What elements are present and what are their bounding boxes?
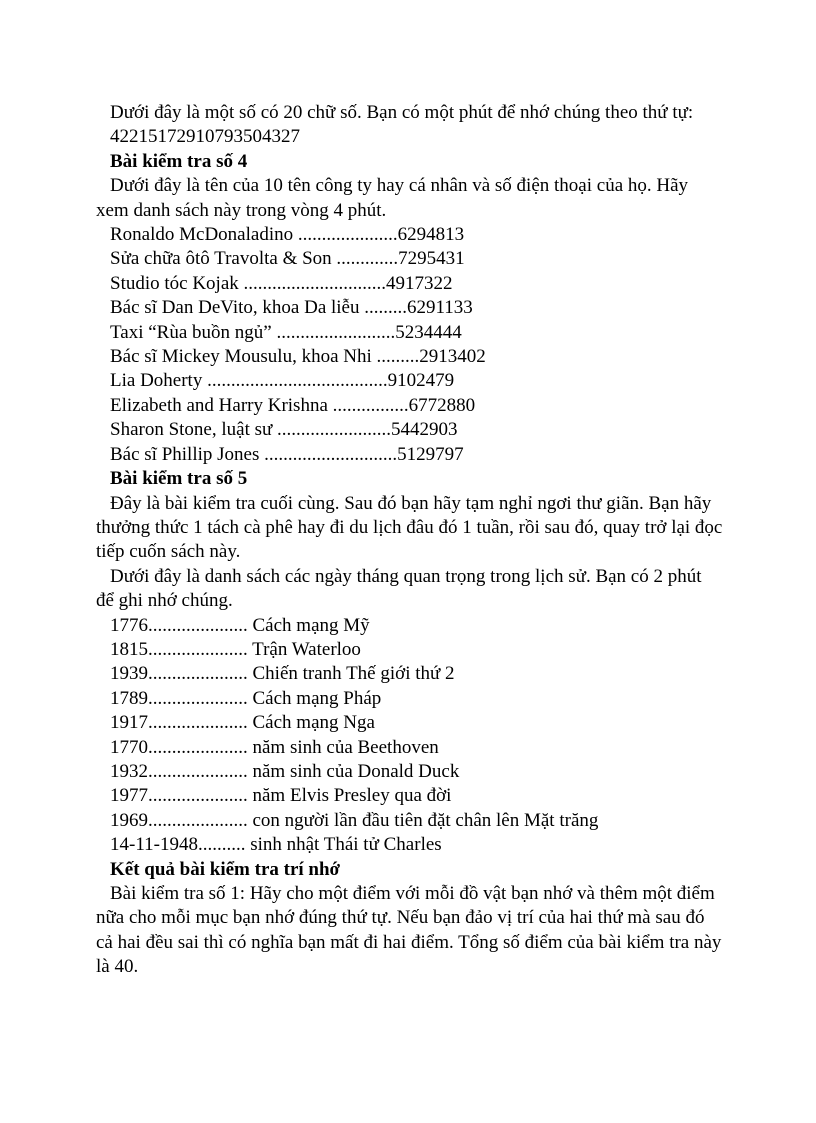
date-entry: 1939..................... Chiến tranh Thế giới thứ 2 xyxy=(110,663,455,685)
phone-entry: Elizabeth and Harry Krishna ................6772880 xyxy=(110,394,476,416)
date-entry: 14-11-1948.......... sinh nhật Thái tử Charles xyxy=(110,834,442,856)
date-entry: 1815..................... Trận Waterloo xyxy=(110,638,361,660)
results-heading: Kết quả bài kiểm tra trí nhớ xyxy=(110,858,341,880)
phone-entry: Bác sĩ Phillip Jones ............................5129797 xyxy=(110,443,464,465)
twenty-digit-number: 42215172910793504327 xyxy=(110,126,300,148)
phone-list xyxy=(96,223,724,467)
date-entry: 1776..................... Cách mạng Mỹ xyxy=(110,614,370,636)
document-page xyxy=(96,101,724,980)
intro-paragraph: Dưới đây là một số có 20 chữ số. Bạn có một phút để nhớ chúng theo thứ tự: xyxy=(110,102,694,123)
date-entry: 1770..................... năm sinh của Beethoven xyxy=(110,736,439,758)
test5-heading: Bài kiểm tra số 5 xyxy=(110,468,248,490)
phone-entry: Taxi “Rùa buồn ngủ” .........................5234444 xyxy=(110,321,462,343)
phone-entry: Bác sĩ Mickey Mousulu, khoa Nhi .........2913402 xyxy=(110,346,486,368)
test5-paragraph-1: Đây là bài kiểm tra cuối cùng. Sau đó bạn hãy tạm nghỉ ngơi thư giãn. Bạn hãy thưởng thức 1 tách cà phê hay đi du lịch đâu đó 1 tuần, rồi sau đó, quay trở lại đọc tiếp cuốn sách này. xyxy=(96,492,723,563)
test5-paragraph-2: Dưới đây là danh sách các ngày tháng quan trọng trong lịch sử. Bạn có 2 phút để ghi nhớ chúng. xyxy=(96,565,702,612)
date-entry: 1932..................... năm sinh của Donald Duck xyxy=(110,760,460,782)
phone-entry: Bác sĩ Dan DeVito, khoa Da liễu .........6291133 xyxy=(110,297,473,319)
date-entry: 1789..................... Cách mạng Pháp xyxy=(110,687,382,709)
phone-entry: Ronaldo McDonaladino .....................6294813 xyxy=(110,224,465,246)
date-entry: 1969..................... con người lần đầu tiên đặt chân lên Mặt trăng xyxy=(110,809,599,831)
history-dates-list xyxy=(96,614,724,858)
phone-entry: Studio tóc Kojak ..............................4917322 xyxy=(110,272,453,294)
date-entry: 1917..................... Cách mạng Nga xyxy=(110,712,375,734)
phone-entry: Lia Doherty ......................................9102479 xyxy=(110,370,455,392)
results-paragraph-1: Bài kiểm tra số 1: Hãy cho một điểm với mỗi đồ vật bạn nhớ và thêm một điểm nữa cho mỗi mục bạn nhớ đúng thứ tự. Nếu bạn đảo vị trí của hai thứ mà sau đó cả hai đều sai thì có nghĩa bạn mất đi hai điểm. Tổng số điểm của bài kiểm tra này là 40. xyxy=(96,883,722,978)
phone-entry: Sharon Stone, luật sư ........................5442903 xyxy=(110,419,458,441)
date-entry: 1977..................... năm Elvis Presley qua đời xyxy=(110,785,452,807)
test4-heading: Bài kiểm tra số 4 xyxy=(110,150,248,172)
phone-entry: Sửa chữa ôtô Travolta & Son .............7295431 xyxy=(110,248,465,270)
test4-intro-paragraph: Dưới đây là tên của 10 tên công ty hay cá nhân và số điện thoại của họ. Hãy xem danh sách này trong vòng 4 phút. xyxy=(96,175,689,221)
